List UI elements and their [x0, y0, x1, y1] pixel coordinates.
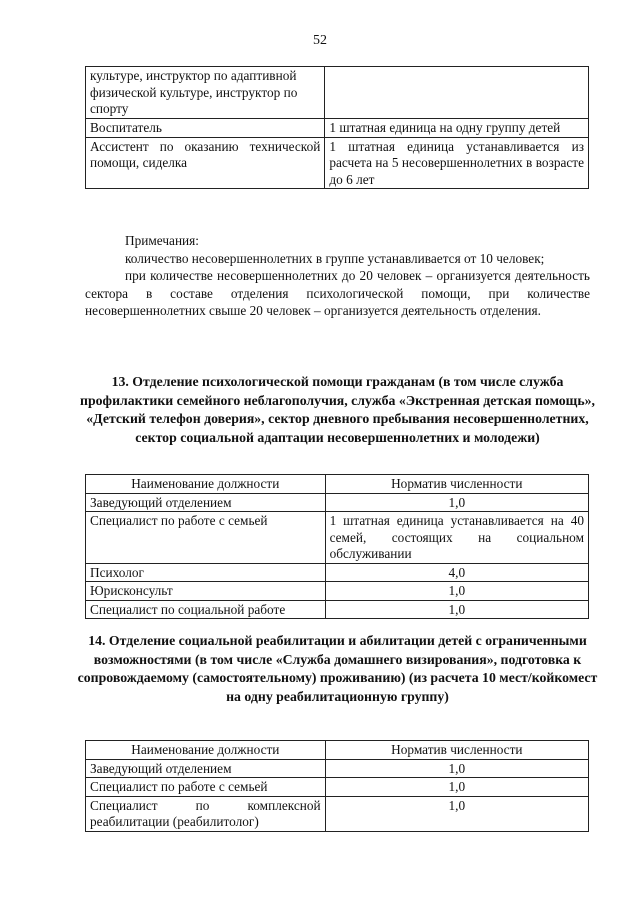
norm-cell: 1,0: [325, 493, 588, 512]
norm-cell: 1 штатная единица устанавливается на 40 семей, состоящих на социальном обслуживании: [325, 512, 588, 564]
section-13-heading: [70, 373, 605, 447]
notes-title: Примечания:: [125, 233, 199, 248]
norm-cell: 1,0: [325, 796, 588, 831]
column-header: Норматив численности: [325, 475, 588, 494]
column-header: Наименование должности: [86, 741, 326, 760]
notes-paragraph: количество несовершеннолетних в группе устанавливается от 10 человек;: [125, 250, 545, 266]
table-row: [86, 67, 589, 119]
position-cell: Специалист по социальной работе: [86, 600, 326, 619]
table-row: [86, 119, 589, 138]
section-13-table: [85, 474, 589, 619]
page-number: 52: [313, 33, 327, 48]
section-14-heading: [70, 632, 605, 706]
section-14-table: [85, 740, 589, 832]
table-row: [86, 512, 589, 564]
position-cell: Специалист по работе с семьей: [86, 512, 326, 564]
position-cell: Заведующий отделением: [86, 493, 326, 512]
notes-block: [85, 232, 590, 320]
position-cell: Воспитатель: [86, 119, 325, 138]
table-header-row: [86, 475, 589, 494]
norm-cell: 1 штатная единица устанавливается из расчета на 5 несовершеннолетних в возрасте до 6 лет: [325, 137, 589, 189]
section-heading-text: 13. Отделение психологической помощи гражданам (в том числе служба профилактики семейного неблагополучия, служба «Экстренная детская помощь», «Детский телефон доверия», сектор дневного пребывания несовершеннолетних, сектор социальной адаптации несовершеннолетних и молодежи): [80, 374, 595, 445]
table-header-row: [86, 741, 589, 760]
notes-paragraph: при количестве несовершеннолетних до 20 человек – организуется деятельность сектора в составе отделения психологической помощи, при количестве несовершеннолетних свыше 20 человек – организуется деятельность отделения.: [85, 268, 590, 318]
position-cell: Заведующий отделением: [86, 759, 326, 778]
norm-cell: 1,0: [325, 778, 588, 797]
column-header: Норматив численности: [325, 741, 588, 760]
position-cell: Специалист по комплексной реабилитации (реабилитолог): [86, 796, 326, 831]
position-cell: Психолог: [86, 563, 326, 582]
table-row: [86, 778, 589, 797]
staff-table-continued: [85, 66, 589, 189]
table-row: [86, 493, 589, 512]
column-header: Наименование должности: [86, 475, 326, 494]
norm-cell: 1,0: [325, 759, 588, 778]
table-row: [86, 563, 589, 582]
norm-cell: 4,0: [325, 563, 588, 582]
position-cell: Специалист по работе с семьей: [86, 778, 326, 797]
position-cell: культуре, инструктор по адаптивной физической культуре, инструктор по спорту: [86, 67, 325, 119]
table-row: [86, 796, 589, 831]
position-cell: Ассистент по оказанию технической помощи, сиделка: [86, 137, 325, 189]
norm-cell: 1 штатная единица на одну группу детей: [325, 119, 589, 138]
norm-cell: 1,0: [325, 600, 588, 619]
norm-cell: 1,0: [325, 582, 588, 601]
table-row: [86, 759, 589, 778]
position-cell: Юрисконсульт: [86, 582, 326, 601]
section-heading-text: 14. Отделение социальной реабилитации и абилитации детей с ограниченными возможностями (в том числе «Служба домашнего визирования», подготовка к сопровождаемому (самостоятельному) проживанию) (из расчета 10 мест/койкомест на одну реабилитационную группу): [77, 633, 598, 704]
table-row: [86, 582, 589, 601]
table-row: [86, 137, 589, 189]
norm-cell: [325, 67, 589, 119]
table-row: [86, 600, 589, 619]
